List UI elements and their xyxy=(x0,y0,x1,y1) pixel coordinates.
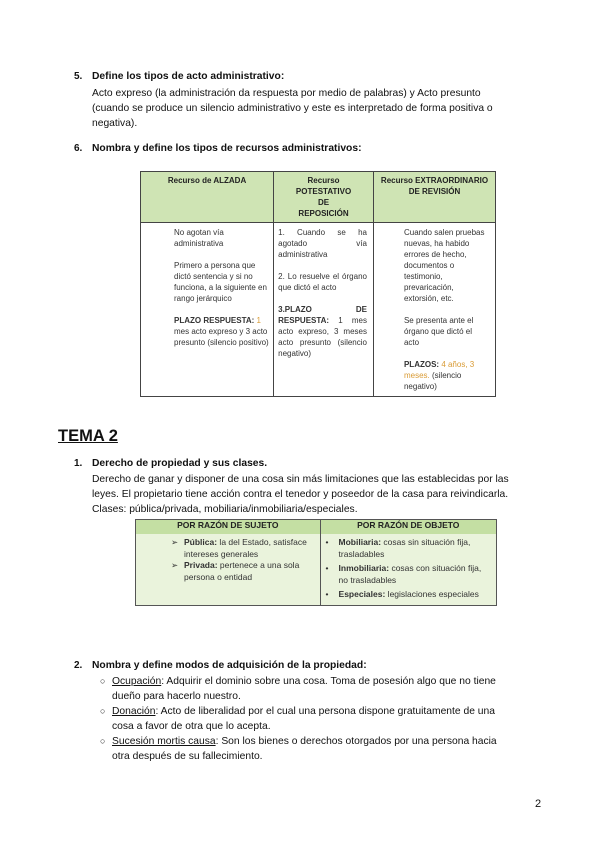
plazo-text: 1 mes acto expreso, 3 meses acto presunto (silencio negativo) xyxy=(278,316,367,358)
item-text: la del Estado, satisface intereses generales xyxy=(184,537,307,559)
plazo-value: 4 años, 3 meses. xyxy=(403,360,475,380)
item-term: Ocupación xyxy=(112,676,162,687)
alzada-text-1: No agotan vía administrativa xyxy=(174,228,224,248)
item-text-cont: otra después de su fallecimiento. xyxy=(112,751,263,762)
question-6-number: 6. xyxy=(74,143,83,154)
answer-line: Clases: pública/privada, mobiliaria/inmobiliaria/especiales. xyxy=(92,504,358,515)
plazo-number: 1 xyxy=(256,316,261,325)
adquisicion-list xyxy=(100,674,562,764)
plazo-text: mes acto expreso y 3 acto presunto (silencio positivo) xyxy=(174,327,269,347)
tema2-question-1-answer xyxy=(92,472,562,517)
table-header-row xyxy=(136,520,497,535)
header-reposicion: Recurso POTESTATIVO DE REPOSICIÓN xyxy=(274,172,374,223)
circle-bullet-icon: ○ xyxy=(100,676,106,686)
plazo-text: (silencio negativo) xyxy=(403,371,462,391)
list-item xyxy=(171,560,316,583)
arrow-bullet-icon: ➢ xyxy=(171,537,179,547)
alzada-plazo xyxy=(174,315,270,348)
question-5-title: Define los tipos de acto administrativo: xyxy=(92,71,285,82)
table-row xyxy=(136,534,497,605)
list-item xyxy=(325,563,490,586)
tema2-question-2-title: Nombra y define modos de adquisición de la propiedad: xyxy=(92,660,367,671)
answer-line: Acto expreso (la administración da respuesta por medio de palabras) y Acto presunto xyxy=(92,88,481,99)
bullet-icon: • xyxy=(325,563,329,573)
cell-sujeto xyxy=(136,534,321,605)
answer-line: Derecho de ganar y disponer de una cosa sin más limitaciones que las establecidas por las xyxy=(92,474,509,485)
tema2-question-1-number: 1. xyxy=(74,458,83,469)
list-item xyxy=(100,734,562,764)
plazo-label: PLAZO RESPUESTA: xyxy=(174,316,257,325)
answer-line: negativa). xyxy=(92,118,138,129)
item-label: Especiales: xyxy=(338,589,386,599)
circle-bullet-icon: ○ xyxy=(100,706,106,716)
item-term: Donación xyxy=(112,706,156,717)
cell-reposicion xyxy=(274,223,374,397)
tema2-question-2-number: 2. xyxy=(74,660,83,671)
item-label: Inmobiliaria: xyxy=(338,563,390,573)
bullet-icon: • xyxy=(325,589,329,599)
cell-revision xyxy=(373,223,495,397)
list-item xyxy=(325,589,490,601)
plazo-label: PLAZOS: xyxy=(403,360,442,369)
alzada-text-2: Primero a persona que dictó sentencia y si no funciona, a la siguiente en rango jerárquico xyxy=(174,261,267,303)
recursos-table xyxy=(140,171,496,397)
arrow-bullet-icon: ➢ xyxy=(171,560,179,570)
table-header-row xyxy=(141,172,496,223)
header-objeto: POR RAZÓN DE OBJETO xyxy=(320,520,496,535)
revision-text-2: Se presenta ante el órgano que dictó el acto xyxy=(403,316,474,347)
header-alzada: Recurso de ALZADA xyxy=(141,172,274,223)
item-text: : Adquirir el dominio sobre una cosa. Toma de posesión algo que no tiene xyxy=(161,676,496,687)
reposicion-text-1: 1. Cuando se ha agotado vía administrativa xyxy=(278,228,367,259)
answer-line: leyes. El propietario tiene acción contra el tenedor y poseedor de la casa para reivindicarla. xyxy=(92,489,509,500)
item-text: pertenece a una sola persona o entidad xyxy=(184,560,300,582)
list-item xyxy=(325,537,490,560)
item-term: Sucesión mortis causa xyxy=(112,736,216,747)
revision-plazo xyxy=(404,359,487,392)
reposicion-text-2: 2. Lo resuelve el órgano que dictó el acto xyxy=(278,272,367,292)
item-text-cont: cosa a favor de otra que lo acepta. xyxy=(112,721,271,732)
section-title: TEMA 2 xyxy=(58,427,118,445)
cell-objeto xyxy=(320,534,496,605)
clases-propiedad-table xyxy=(135,519,497,606)
revision-text-1: Cuando salen pruebas nuevas, ha habido errores de hecho, documentos o testimonio, prevaricación, extorsión, etc. xyxy=(403,228,485,303)
question-6-title: Nombra y define los tipos de recursos administrativos: xyxy=(92,143,362,154)
item-text: : Son los bienes o derechos otorgados por una persona hacia xyxy=(215,736,497,747)
plazo-label: 3.PLAZO DE RESPUESTA: xyxy=(278,305,367,325)
table-row xyxy=(141,223,496,397)
cell-alzada xyxy=(141,223,274,397)
circle-bullet-icon: ○ xyxy=(100,736,106,746)
reposicion-plazo xyxy=(278,304,367,359)
list-item xyxy=(171,537,316,560)
tema2-question-1-title: Derecho de propiedad y sus clases. xyxy=(92,458,268,469)
bullet-icon: • xyxy=(325,537,329,547)
item-label: Mobiliaria: xyxy=(338,537,382,547)
page-number: 2 xyxy=(535,798,542,810)
item-text-cont: dueño para hacerlo nuestro. xyxy=(112,691,241,702)
question-5-number: 5. xyxy=(74,71,83,82)
item-text: : Acto de liberalidad por el cual una persona dispone gratuitamente de una xyxy=(155,706,495,717)
item-text: cosas sin situación fija, trasladables xyxy=(338,537,471,559)
item-text: cosas con situación fija, no trasladables xyxy=(338,563,482,585)
answer-line: (cuando se produce un silencio administrativo y este es interpretado de forma positiva o xyxy=(92,103,493,114)
item-text: legislaciones especiales xyxy=(385,589,479,599)
header-sujeto: POR RAZÓN DE SUJETO xyxy=(136,520,321,535)
list-item xyxy=(100,674,562,704)
item-label: Privada: xyxy=(184,560,218,570)
list-item xyxy=(100,704,562,734)
item-label: Pública: xyxy=(184,537,218,547)
question-5-answer xyxy=(92,86,552,131)
header-revision: Recurso EXTRAORDINARIO DE REVISIÓN xyxy=(373,172,495,223)
